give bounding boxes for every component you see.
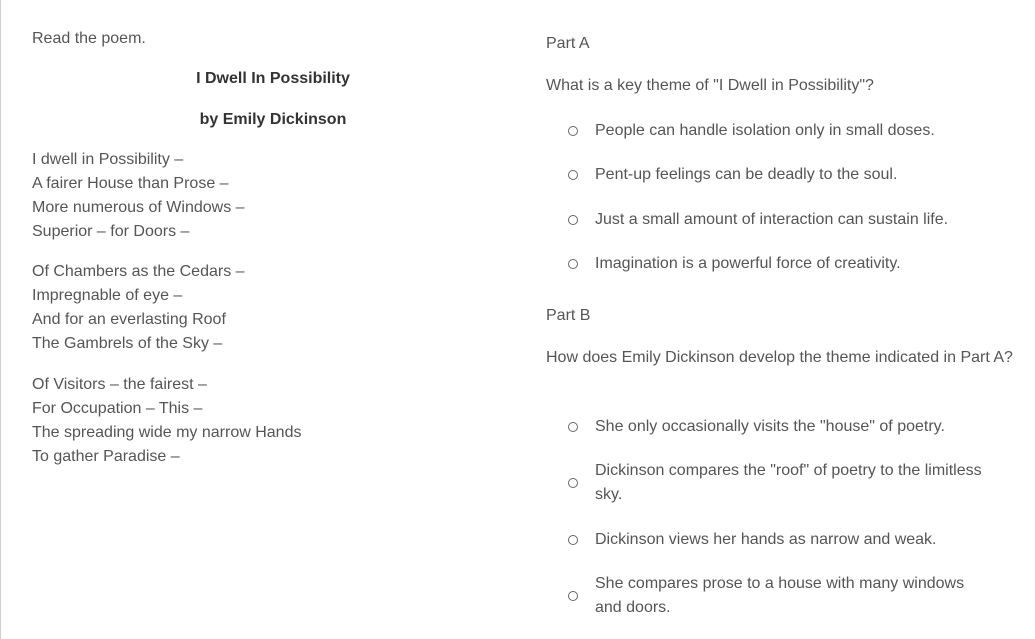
poem-line: Of Visitors – the fairest – [32, 376, 207, 393]
option-text: Pent-up feelings can be deadly to the soul. [595, 166, 898, 183]
part-a-option-1[interactable] [568, 119, 985, 143]
option-text: People can handle isolation only in small doses. [595, 122, 935, 139]
part-b-option-3[interactable] [568, 528, 985, 552]
option-text: Dickinson views her hands as narrow and weak. [595, 531, 937, 548]
part-a-option-4[interactable] [568, 252, 985, 276]
radio-button[interactable] [568, 535, 578, 545]
radio-button[interactable] [568, 215, 578, 225]
poem-line: The spreading wide my narrow Hands [32, 424, 302, 441]
poem-line: To gather Paradise – [32, 448, 180, 465]
part-b-option-4[interactable] [568, 572, 985, 620]
poem-intro: Read the poem. [32, 30, 146, 47]
option-text: Dickinson compares the "roof" of poetry to the limitless sky. [595, 462, 982, 503]
part-a-question: What is a key theme of "I Dwell in Possibility"? [546, 77, 874, 94]
option-text: Just a small amount of interaction can sustain life. [595, 211, 949, 228]
part-a-label: Part A [546, 35, 590, 52]
option-text: Imagination is a powerful force of creativity. [595, 255, 901, 272]
left-border [0, 0, 1, 639]
poem-line: A fairer House than Prose – [32, 175, 229, 192]
radio-button[interactable] [568, 422, 578, 432]
part-a-option-3[interactable] [568, 208, 985, 232]
stanza-3 [32, 373, 301, 469]
stanza-2 [32, 260, 245, 356]
poem-title: I Dwell In Possibility [196, 70, 350, 87]
part-b-question: How does Emily Dickinson develop the theme indicated in Part A? [546, 349, 1013, 366]
radio-button[interactable] [568, 259, 578, 269]
radio-button[interactable] [568, 126, 578, 136]
poem-line: Superior – for Doors – [32, 223, 190, 240]
poem-line: And for an everlasting Roof [32, 311, 226, 328]
part-b-label: Part B [546, 307, 591, 324]
poem-line: For Occupation – This – [32, 400, 203, 417]
part-b-option-2[interactable] [568, 459, 985, 507]
radio-button[interactable] [568, 478, 578, 488]
stanza-1 [32, 148, 245, 244]
option-text: She compares prose to a house with many windows and doors. [595, 575, 965, 616]
poem-line: Impregnable of eye – [32, 287, 183, 304]
part-b-option-1[interactable] [568, 415, 985, 439]
radio-button[interactable] [568, 170, 578, 180]
option-text: She only occasionally visits the "house" of poetry. [595, 418, 945, 435]
poem-author: by Emily Dickinson [199, 111, 347, 128]
radio-button[interactable] [568, 591, 578, 601]
poem-line: More numerous of Windows – [32, 199, 245, 216]
part-a-option-2[interactable] [568, 163, 985, 187]
poem-line: Of Chambers as the Cedars – [32, 263, 245, 280]
poem-line: The Gambrels of the Sky – [32, 335, 223, 352]
poem-line: I dwell in Possibility – [32, 151, 184, 168]
